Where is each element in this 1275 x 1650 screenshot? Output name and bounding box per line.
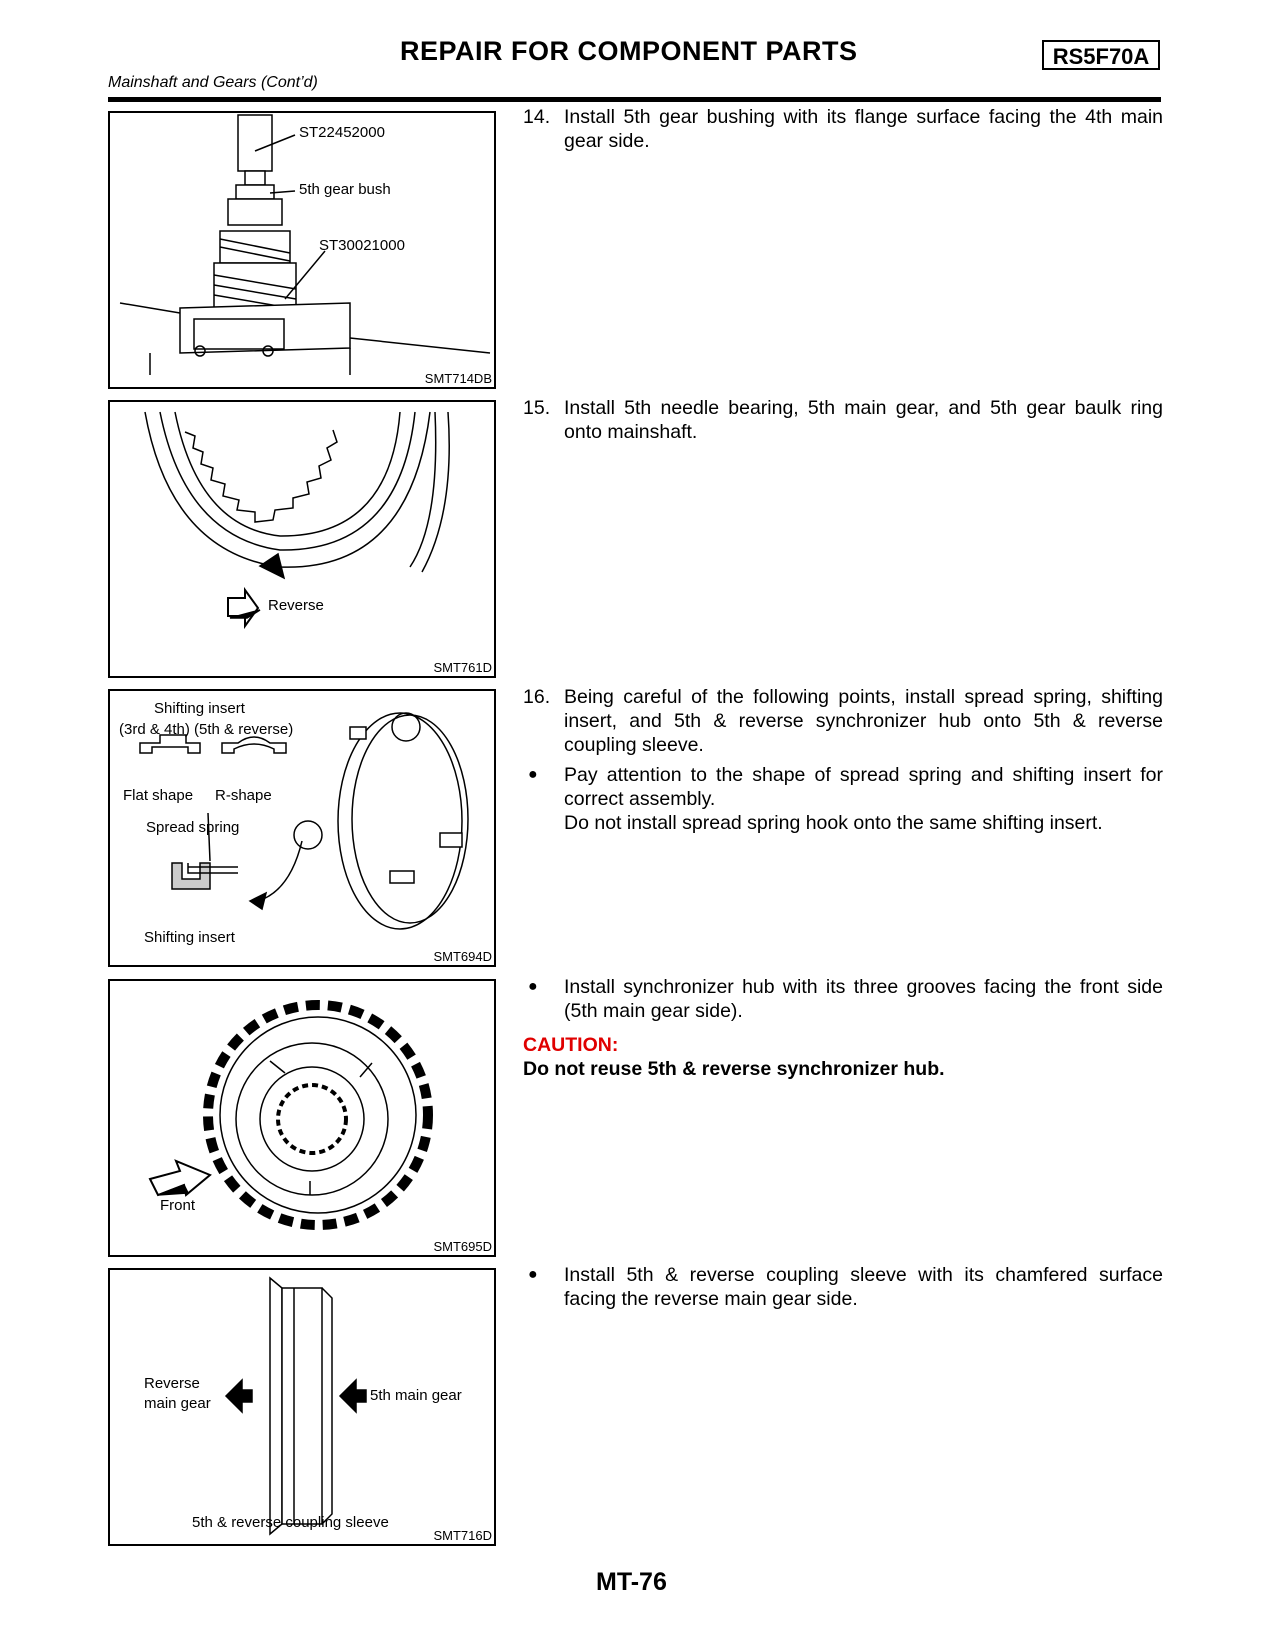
label-tool-st22452000: ST22452000 xyxy=(299,124,385,141)
step-text: Being careful of the following points, install spread spring, shifting insert, and 5th & reverse synchronizer hub onto 5th & reverse coupling sleeve. xyxy=(564,686,1163,756)
figure-code: SMT694D xyxy=(433,949,492,964)
label-spread-spring: Spread spring xyxy=(146,819,240,836)
step-16 xyxy=(523,685,1163,757)
figure-coupling-sleeve xyxy=(108,1268,496,1546)
label-tool-st30021000: ST30021000 xyxy=(319,237,405,254)
figure-shifting-insert xyxy=(108,689,496,967)
label-insert-types: (3rd & 4th) (5th & reverse) xyxy=(119,721,294,738)
label-r-shape: R-shape xyxy=(215,787,272,804)
label-reverse: Reverse xyxy=(144,1375,200,1392)
header-rule xyxy=(108,97,1161,102)
bullet-text: Pay attention to the shape of spread spring and shifting insert for correct assembly. xyxy=(564,764,1163,810)
bullet-coupling-sleeve xyxy=(523,1263,1163,1311)
label-coupling-sleeve: 5th & reverse coupling sleeve xyxy=(192,1514,389,1531)
bullet-symbol: ● xyxy=(528,1266,538,1283)
label-front: Front xyxy=(160,1197,196,1214)
bullet-subtext: Do not install spread spring hook onto the same shifting insert. xyxy=(564,812,1103,834)
step-15 xyxy=(523,396,1163,444)
figure-synchronizer-hub xyxy=(108,979,496,1257)
step-text: Install 5th gear bushing with its flange surface facing the 4th main gear side. xyxy=(564,106,1163,152)
model-badge: RS5F70A xyxy=(1042,40,1160,70)
figure-code: SMT761D xyxy=(433,660,492,675)
bullet-text: Install 5th & reverse coupling sleeve with its chamfered surface facing the reverse main gear side. xyxy=(564,1264,1163,1310)
label-5th-gear-bush: 5th gear bush xyxy=(299,181,391,198)
step-text: Install 5th needle bearing, 5th main gear, and 5th gear baulk ring onto mainshaft. xyxy=(564,397,1163,443)
figure-code: SMT714DB xyxy=(424,371,492,386)
bullet-symbol: ● xyxy=(528,978,538,995)
section-subtitle: Mainshaft and Gears (Cont’d) xyxy=(108,74,318,91)
page-number: MT-76 xyxy=(596,1568,667,1596)
figure-code: SMT716D xyxy=(433,1528,492,1543)
label-flat-shape: Flat shape xyxy=(123,787,194,804)
caution-label: CAUTION: xyxy=(523,1034,619,1056)
figure-code: SMT695D xyxy=(433,1239,492,1254)
bullet-synchronizer-hub xyxy=(523,975,1163,1023)
step-number: 15. xyxy=(523,397,551,419)
bullet-spread-spring-shape xyxy=(523,763,1163,835)
page-title: REPAIR FOR COMPONENT PARTS xyxy=(400,36,858,66)
baulk-ring-illustration xyxy=(110,402,494,676)
label-shifting-insert: Shifting insert xyxy=(144,929,235,946)
label-shifting-insert-heading: Shifting insert xyxy=(154,700,245,717)
press-illustration xyxy=(110,113,494,387)
caution-text: Do not reuse 5th & reverse synchronizer hub. xyxy=(523,1058,945,1080)
step-number: 16. xyxy=(523,686,551,708)
bullet-text: Install synchronizer hub with its three grooves facing the front side (5th main gear side). xyxy=(564,976,1163,1022)
figure-gear-bushing-press xyxy=(108,111,496,389)
figure-baulk-ring xyxy=(108,400,496,678)
label-5th-main-gear: 5th main gear xyxy=(370,1387,462,1404)
bullet-symbol: ● xyxy=(528,766,538,783)
step-14 xyxy=(523,105,1163,153)
step-number: 14. xyxy=(523,106,551,128)
label-reverse: Reverse xyxy=(268,597,324,614)
label-main-gear: main gear xyxy=(144,1395,211,1412)
